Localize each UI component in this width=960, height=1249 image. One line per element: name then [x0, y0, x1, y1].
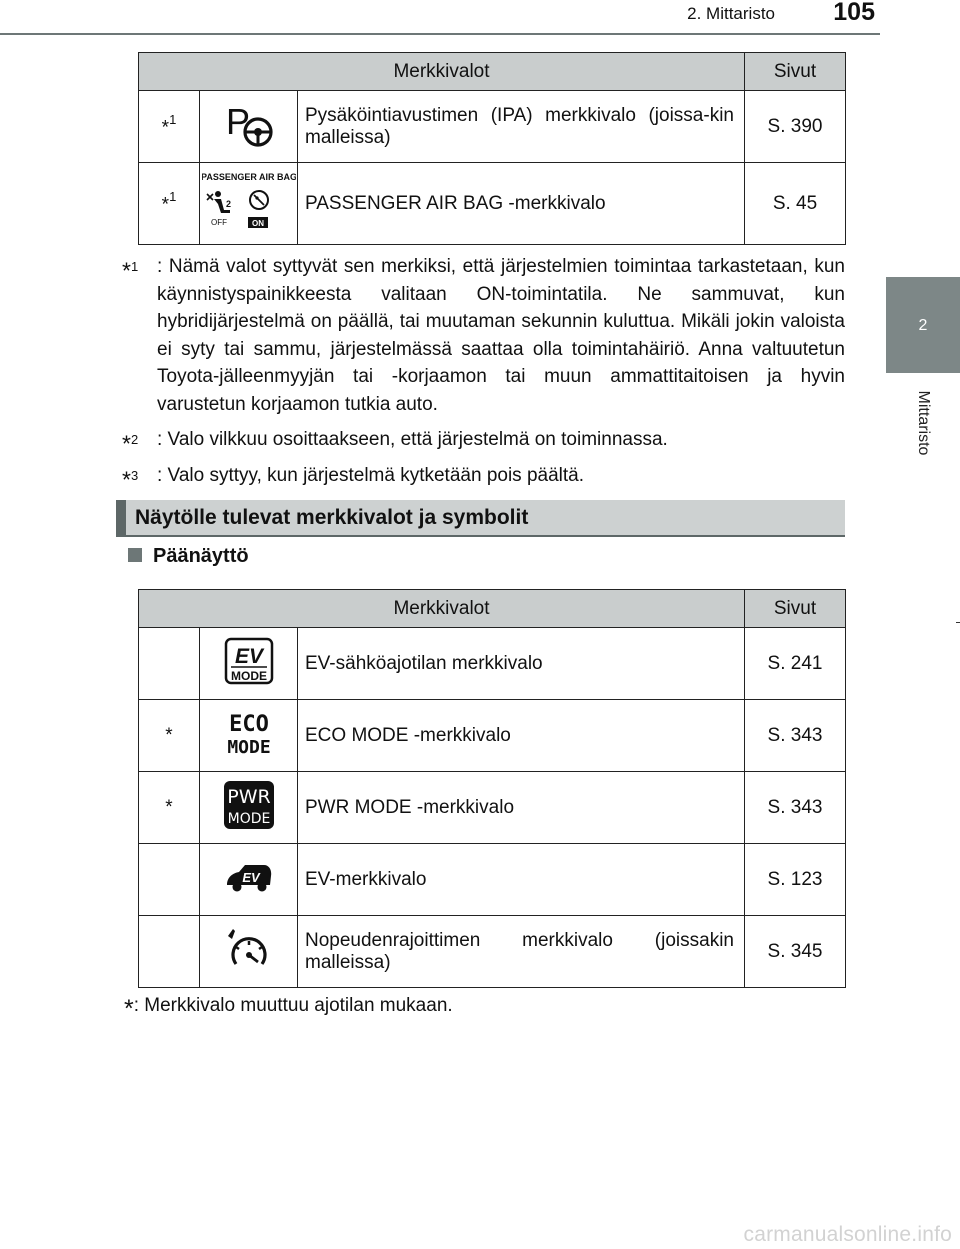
svg-text:ON: ON	[251, 218, 264, 228]
margin-tick	[956, 622, 960, 623]
header-section-title: 2. Mittaristo	[687, 4, 775, 23]
table-row	[139, 700, 846, 772]
row-mark: *	[139, 772, 200, 844]
svg-text:EV: EV	[234, 644, 263, 668]
square-bullet-icon	[128, 548, 142, 562]
table-header-row	[139, 590, 846, 628]
signals-table-top	[138, 52, 846, 245]
svg-text:OFF: OFF	[210, 217, 227, 227]
subheading: Päänäyttö	[128, 545, 249, 568]
footnotes	[122, 253, 845, 497]
svg-text:PASSENGER AIR BAG: PASSENGER AIR BAG	[201, 171, 296, 182]
chapter-tab-number: 2	[918, 317, 928, 334]
row-description: Pysäköintiavustimen (IPA) merkkivalo (joissa-kin malleissa)	[298, 91, 745, 163]
row-page-link[interactable]: S. 123	[745, 844, 846, 916]
table-footnote	[124, 995, 453, 1024]
table-row	[139, 628, 846, 700]
row-mark: *$^1$	[139, 163, 200, 245]
row-description: EV-sähköajotilan merkkivalo	[298, 628, 745, 700]
table-row	[139, 772, 846, 844]
page-number: 105	[833, 0, 875, 26]
column-header-pages: Sivut	[745, 590, 846, 628]
table-row	[139, 91, 846, 163]
row-description: PWR MODE -merkkivalo	[298, 772, 745, 844]
row-page-link[interactable]: S. 345	[745, 916, 846, 988]
row-mark: *$^1$	[139, 91, 200, 163]
column-header-signals: Merkkivalot	[139, 590, 745, 628]
chapter-tab[interactable]	[886, 277, 960, 373]
column-header-signals: Merkkivalot	[139, 53, 745, 91]
row-mark	[139, 628, 200, 700]
note-item	[122, 462, 845, 490]
svg-text:ECO: ECO	[228, 711, 269, 737]
note-marker: *$^1$	[122, 257, 139, 284]
footnote-text: : Merkkivalo muuttuu ajotilan mukaan.	[133, 995, 453, 1016]
footnote-marker: *	[124, 995, 134, 1023]
row-description: ECO MODE -merkkivalo	[298, 700, 745, 772]
watermark: carmanualsonline.info	[743, 1223, 952, 1246]
column-header-pages: Sivut	[745, 53, 846, 91]
note-marker: *$^3$	[122, 465, 139, 492]
row-mark: *	[139, 700, 200, 772]
svg-text:PWR: PWR	[226, 785, 271, 808]
signals-table-main-display	[138, 589, 846, 988]
svg-text:MODE: MODE	[227, 810, 270, 827]
row-page-link[interactable]: S. 241	[745, 628, 846, 700]
table-row	[139, 916, 846, 988]
note-text: : Valo vilkkuu osoittaakseen, että järjestelmä on toiminnassa.	[157, 429, 668, 450]
row-description: Nopeudenrajoittimen merkkivalo (joissakin malleissa)	[298, 916, 745, 988]
ev-mode-icon	[200, 628, 298, 700]
table-row	[139, 163, 846, 245]
note-text: : Valo syttyy, kun järjestelmä kytketään pois päältä.	[157, 464, 584, 486]
row-page-link[interactable]: S. 343	[745, 772, 846, 844]
row-page-link[interactable]: S. 390	[745, 91, 846, 163]
ev-indicator-icon	[200, 844, 298, 916]
svg-text:EV: EV	[241, 869, 260, 885]
passenger-airbag-icon	[200, 163, 298, 245]
section-heading: Näytölle tulevat merkkivalot ja symbolit	[116, 500, 845, 537]
note-item	[122, 426, 845, 457]
svg-text:MODE: MODE	[230, 668, 267, 683]
note-text: : Nämä valot syttyvät sen merkiksi, että järjestelmien toimintaa tarkastetaan, kun käynnistyspainikkeesta valitaan ON-toimintatila. Ne sammuvat, kun hybridijärjestelmä on päällä, tai muutaman sekunnin kuluttua. Mikäli jokin valoista ei syty tai sammu, järjestelmässä saattaa olla toimintahäiriö. Anna valtuutetun Toyota-jälleenmyyjän tai -korjaamon tai muun ammattitaitoisen ja hyvin varustetun korjaamon tutkia auto.	[157, 256, 845, 415]
svg-text:MODE: MODE	[226, 736, 271, 757]
table-row	[139, 844, 846, 916]
header-divider	[0, 33, 880, 35]
chapter-tab-label: Mittaristo	[915, 390, 932, 455]
pwr-mode-icon	[200, 772, 298, 844]
speed-limiter-icon	[200, 916, 298, 988]
table-header-row	[139, 53, 846, 91]
row-mark	[139, 844, 200, 916]
parking-assist-icon	[200, 91, 298, 163]
svg-text:2: 2	[225, 198, 231, 209]
note-item	[122, 253, 845, 418]
svg-text:P: P	[225, 100, 250, 142]
chapter-tab-label-area	[886, 375, 960, 470]
row-description: PASSENGER AIR BAG -merkkivalo	[298, 163, 745, 245]
eco-mode-icon	[200, 700, 298, 772]
row-page-link[interactable]: S. 343	[745, 700, 846, 772]
row-mark	[139, 916, 200, 988]
row-description: EV-merkkivalo	[298, 844, 745, 916]
note-marker: *$^2$	[122, 430, 139, 457]
row-page-link[interactable]: S. 45	[745, 163, 846, 245]
